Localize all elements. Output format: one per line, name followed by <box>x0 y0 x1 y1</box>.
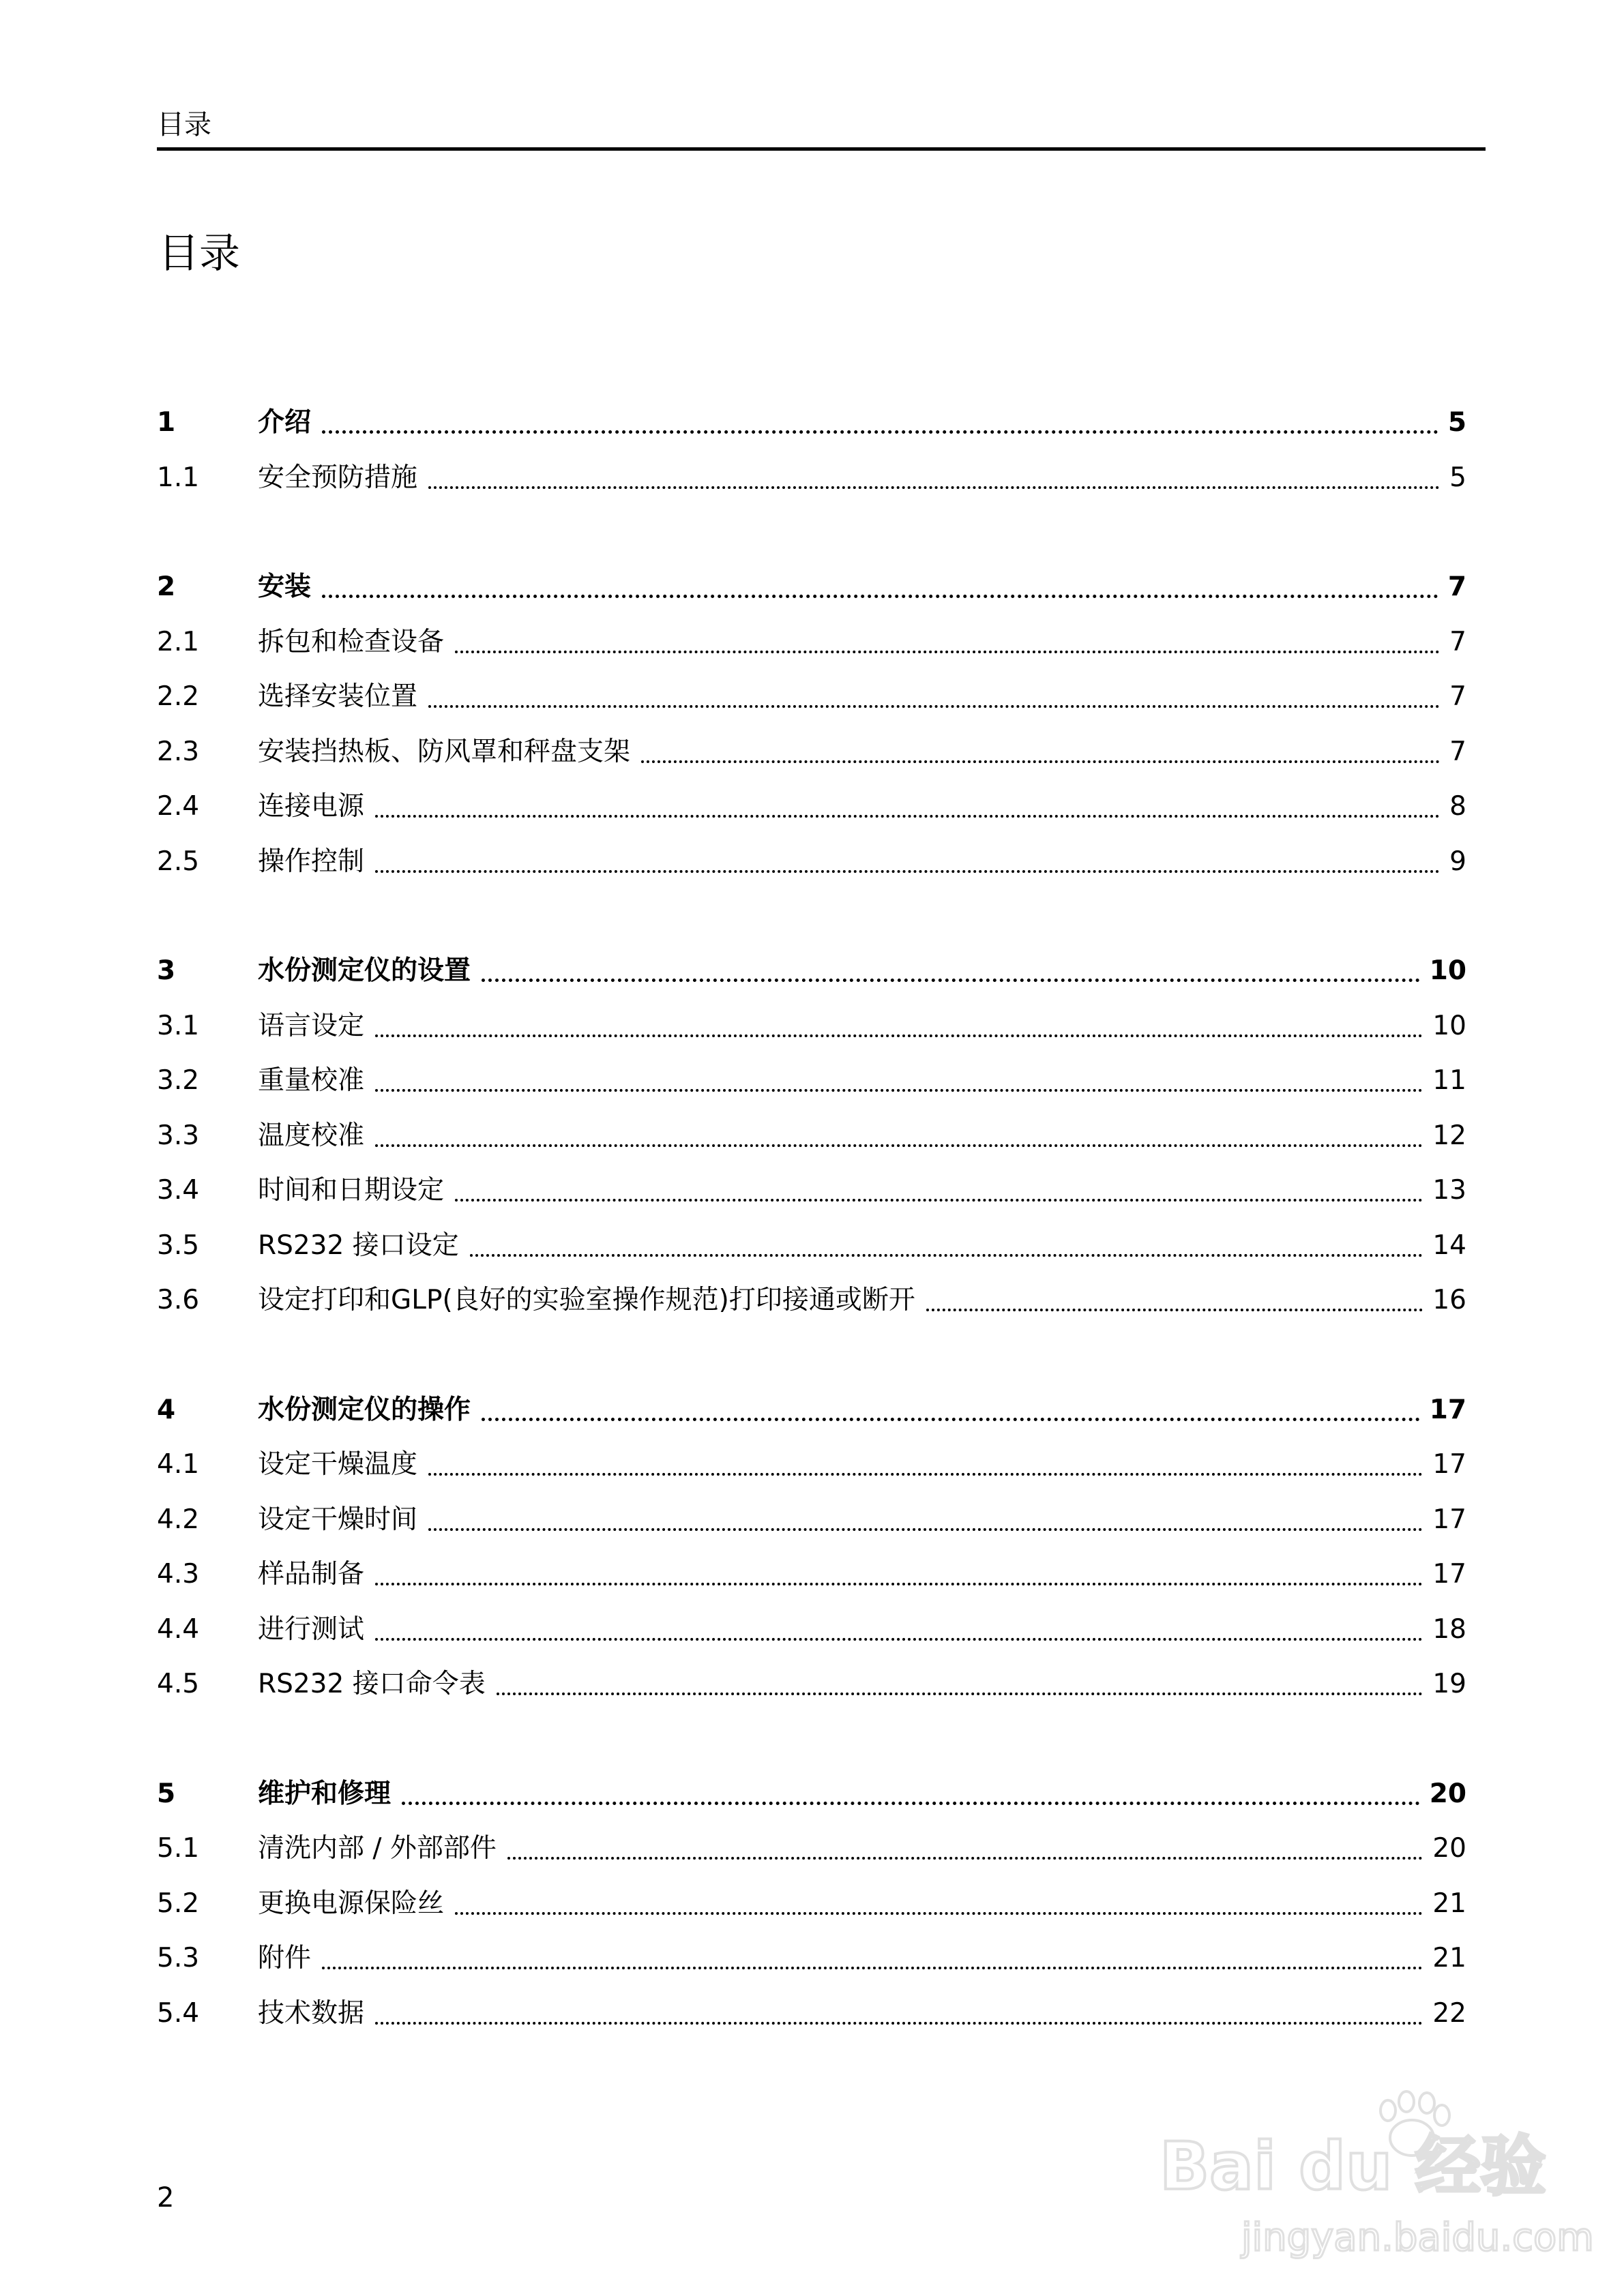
header-rule <box>157 147 1486 151</box>
toc-entry-title: RS232 接口命令表 <box>258 1669 486 1699</box>
toc-entry-title: 温度校准 <box>258 1120 365 1151</box>
toc-dot-leader <box>375 870 1440 873</box>
toc-entry-number: 4 <box>157 1395 176 1425</box>
toc-dot-leader <box>375 1144 1423 1147</box>
toc-dot-leader <box>507 1857 1423 1860</box>
toc-section-row[interactable] <box>157 1609 1466 1650</box>
toc-entry-number: 2 <box>157 571 176 602</box>
toc-dot-leader <box>428 486 1440 489</box>
toc-entry-number: 3.3 <box>157 1120 200 1151</box>
toc-entry-number: 2.5 <box>157 846 200 877</box>
toc-dot-leader <box>375 1034 1423 1037</box>
toc-section-row[interactable] <box>157 1116 1466 1157</box>
toc-entry-title: 设定打印和GLP(良好的实验室操作规范)打印接通或断开 <box>258 1285 915 1315</box>
toc-entry-page: 9 <box>1449 846 1466 877</box>
toc-entry-title: RS232 接口设定 <box>258 1230 459 1261</box>
toc-entry-number: 1.1 <box>157 462 200 493</box>
toc-entry-page: 21 <box>1432 1943 1466 1973</box>
toc-entry-number: 2.4 <box>157 791 200 822</box>
toc-entry-title: 连接电源 <box>258 791 365 822</box>
toc-section-row[interactable] <box>157 1828 1466 1869</box>
toc-entry-title: 安装 <box>258 571 312 602</box>
toc-entry-number: 4.1 <box>157 1449 200 1480</box>
toc-entry-title: 重量校准 <box>258 1065 365 1096</box>
toc-dot-leader <box>428 705 1440 708</box>
toc-dot-leader <box>322 1967 1423 1969</box>
toc-entry-page: 17 <box>1429 1395 1466 1425</box>
toc-entry-page: 10 <box>1432 1011 1466 1041</box>
toc-entry-title: 进行测试 <box>258 1614 365 1645</box>
toc-dot-leader <box>455 651 1440 653</box>
toc-entry-number: 5.1 <box>157 1833 200 1864</box>
toc-entry-page: 10 <box>1429 955 1466 986</box>
toc-entry-number: 2.1 <box>157 627 200 657</box>
paw-toe-icon <box>1434 2105 1449 2126</box>
toc-dot-leader <box>428 1473 1423 1476</box>
toc-dot-leader <box>470 1254 1423 1257</box>
toc-entry-title: 拆包和检查设备 <box>258 627 445 657</box>
toc-entry-number: 1 <box>157 407 176 438</box>
toc-dot-leader <box>926 1309 1423 1311</box>
toc-section-row[interactable] <box>157 1993 1466 2034</box>
toc-entry-page: 22 <box>1432 1998 1466 2029</box>
toc-entry-number: 3.5 <box>157 1230 200 1261</box>
toc-entry-page: 21 <box>1432 1888 1466 1919</box>
toc-entry-title: 技术数据 <box>258 1998 365 2029</box>
toc-entry-page: 7 <box>1449 736 1466 767</box>
toc-entry-title: 水份测定仪的操作 <box>258 1395 471 1425</box>
toc-entry-page: 13 <box>1432 1175 1466 1206</box>
toc-entry-page: 8 <box>1449 791 1466 822</box>
toc-section-row[interactable] <box>157 786 1466 827</box>
toc-entry-number: 4.4 <box>157 1614 200 1645</box>
toc-entry-page: 5 <box>1449 462 1466 493</box>
toc-chapter-row[interactable] <box>157 402 1466 443</box>
toc-section-row[interactable] <box>157 1554 1466 1595</box>
toc-entry-title: 安装挡热板、防风罩和秤盘支架 <box>258 736 631 767</box>
toc-section-row[interactable] <box>157 1664 1466 1705</box>
toc-entry-title: 介绍 <box>258 407 312 438</box>
toc-dot-leader <box>455 1199 1423 1202</box>
page-number: 2 <box>157 2182 175 2213</box>
toc-section-row[interactable] <box>157 1225 1466 1266</box>
toc-section-row[interactable] <box>157 1444 1466 1485</box>
toc-chapter-row[interactable] <box>157 951 1466 992</box>
toc-section-row[interactable] <box>157 1006 1466 1047</box>
toc-dot-leader <box>322 595 1438 598</box>
toc-chapter-row[interactable] <box>157 1390 1466 1431</box>
toc-entry-page: 5 <box>1447 407 1466 438</box>
toc-entry-page: 19 <box>1432 1669 1466 1699</box>
toc-section-row[interactable] <box>157 1170 1466 1211</box>
toc-section-row[interactable] <box>157 841 1466 882</box>
toc-dot-leader <box>375 815 1440 818</box>
watermark-logo-text: Bai du 经验 <box>1160 2128 1546 2205</box>
toc-entry-title: 时间和日期设定 <box>258 1175 445 1206</box>
toc-entry-number: 3.2 <box>157 1065 200 1096</box>
toc-entry-page: 20 <box>1432 1833 1466 1864</box>
toc-section-row[interactable] <box>157 458 1466 498</box>
toc-entry-number: 5 <box>157 1778 176 1809</box>
toc-entry-page: 17 <box>1432 1559 1466 1590</box>
toc-dot-leader <box>375 1089 1423 1092</box>
toc-entry-page: 11 <box>1432 1065 1466 1096</box>
toc-section-row[interactable] <box>157 676 1466 717</box>
toc-entry-page: 20 <box>1429 1778 1466 1809</box>
toc-dot-leader <box>322 430 1438 434</box>
toc-entry-number: 3 <box>157 955 176 986</box>
toc-dot-leader <box>428 1528 1423 1531</box>
toc-entry-title: 维护和修理 <box>258 1778 392 1809</box>
toc-section-row[interactable] <box>157 1060 1466 1101</box>
toc-dot-leader <box>455 1912 1423 1915</box>
toc-entry-page: 7 <box>1447 571 1466 602</box>
toc-section-row[interactable] <box>157 1883 1466 1924</box>
toc-entry-title: 操作控制 <box>258 846 365 877</box>
toc-entry-title: 设定干燥温度 <box>258 1449 418 1480</box>
toc-chapter-row[interactable] <box>157 1774 1466 1815</box>
toc-entry-title: 水份测定仪的设置 <box>258 955 471 986</box>
toc-entry-number: 5.4 <box>157 1998 200 2029</box>
toc-entry-page: 17 <box>1432 1449 1466 1480</box>
toc-section-row[interactable] <box>157 1280 1466 1321</box>
toc-entry-number: 5.3 <box>157 1943 200 1973</box>
toc-entry-number: 3.1 <box>157 1011 200 1041</box>
toc-dot-leader <box>375 1583 1423 1585</box>
toc-entry-title: 安全预防措施 <box>258 462 418 493</box>
toc-entry-page: 14 <box>1432 1230 1466 1261</box>
toc-entry-number: 4.2 <box>157 1504 200 1535</box>
running-header-title: 目录 <box>157 109 211 140</box>
toc-entry-page: 18 <box>1432 1614 1466 1645</box>
paw-toe-icon <box>1399 2091 1414 2112</box>
toc-entry-page: 16 <box>1432 1285 1466 1315</box>
toc-entry-title: 附件 <box>258 1943 312 1973</box>
toc-dot-leader <box>641 760 1440 763</box>
toc-entry-title: 设定干燥时间 <box>258 1504 418 1535</box>
toc-entry-number: 2.2 <box>157 681 200 712</box>
toc-section-row[interactable] <box>157 1500 1466 1540</box>
toc-entry-title: 样品制备 <box>258 1559 365 1590</box>
toc-entry-number: 5.2 <box>157 1888 200 1919</box>
toc-dot-leader <box>402 1802 1420 1805</box>
toc-section-row[interactable] <box>157 732 1466 773</box>
toc-entry-number: 3.4 <box>157 1175 200 1206</box>
toc-entry-title: 清洗内部 / 外部部件 <box>258 1833 497 1864</box>
toc-entry-page: 17 <box>1432 1504 1466 1535</box>
toc-chapter-row[interactable] <box>157 567 1466 608</box>
toc-dot-leader <box>497 1693 1423 1695</box>
toc-entry-title: 语言设定 <box>258 1011 365 1041</box>
toc-entry-title: 更换电源保险丝 <box>258 1888 445 1919</box>
paw-toe-icon <box>1381 2100 1396 2121</box>
toc-dot-leader <box>375 2022 1423 2025</box>
toc-entry-page: 7 <box>1449 681 1466 712</box>
toc-entry-number: 2.3 <box>157 736 200 767</box>
toc-section-row[interactable] <box>157 622 1466 663</box>
toc-dot-leader <box>482 1418 1420 1421</box>
toc-section-row[interactable] <box>157 1938 1466 1979</box>
toc-entry-page: 7 <box>1449 627 1466 657</box>
toc-entry-title: 选择安装位置 <box>258 681 418 712</box>
page-title: 目录 <box>158 230 240 278</box>
toc-dot-leader <box>375 1638 1423 1641</box>
toc-entry-number: 4.3 <box>157 1559 200 1590</box>
toc-entry-page: 12 <box>1432 1120 1466 1151</box>
paw-toe-icon <box>1419 2093 1434 2113</box>
toc-entry-number: 4.5 <box>157 1669 200 1699</box>
baidu-jingyan-watermark <box>1160 2087 1594 2264</box>
watermark-url-text: jingyan.baidu.com <box>1241 2216 1594 2260</box>
toc-dot-leader <box>482 979 1420 982</box>
toc-entry-number: 3.6 <box>157 1285 200 1315</box>
